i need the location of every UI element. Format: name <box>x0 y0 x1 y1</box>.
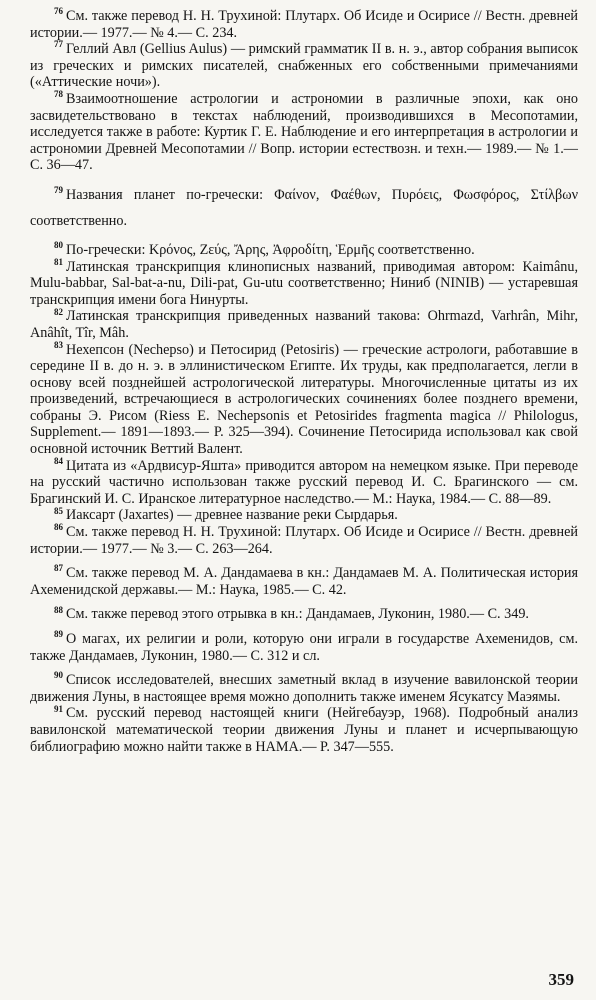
endnotes <box>30 8 578 755</box>
note-text: По-гречески: Κρόνος, Ζεύς, Ἄρης, Ἀφροδίτη, Ἑρμῆς соответственно. <box>66 241 475 258</box>
note-text: Названия планет по-гречески: Φαίνον, Φαέθων, Πυρόεις, Φωσφόρος, Στίλβων соответственно. <box>30 186 578 229</box>
note-number: 80 <box>54 240 63 251</box>
note-78 <box>30 91 578 174</box>
note-85 <box>30 507 578 524</box>
note-80 <box>30 242 578 259</box>
note-text: Иаксарт (Jaxartes) — древнее название реки Сырдарья. <box>66 507 398 524</box>
page-number: 359 <box>548 970 574 989</box>
note-text: Список исследователей, внесших заметный вклад в изучение вавилонской теории движения Луны, в настоящее время можно дополнить также именем Ясукатсу Маэямы. <box>30 672 578 705</box>
note-number: 91 <box>54 703 63 714</box>
note-83 <box>30 339 578 458</box>
note-text: Взаимоотношение астрологии и астрономии в различные эпохи, как оно засвидетельствовано в текстах наблюдений, производившихся в Месопотамии, исследуется также в работе: Куртик Г. Е. Наблюдение и его интерпретация в астрологии и астрономии Древней Месопотамии // Вопр. истории естествозн. и техн.— 1989.— № 1.— С. 36—47. <box>30 90 578 174</box>
note-number: 89 <box>54 629 63 640</box>
note-84 <box>30 455 578 508</box>
note-76 <box>30 8 578 41</box>
note-text: См. также перевод М. А. Дандамаева в кн.: Дандамаев М. А. Политическая история Ахеменидской державы.— М.: Наука, 1985.— С. 42. <box>30 565 578 598</box>
note-number: 76 <box>54 6 63 17</box>
note-number: 83 <box>54 339 63 350</box>
note-number: 86 <box>54 522 63 533</box>
note-number: 81 <box>54 256 63 267</box>
note-number: 85 <box>54 505 63 516</box>
note-text: Латинская транскрипция клинописных названий, приводимая автором: Kaimânu, Mulu-babbar, Sal-bat-a-nu, Dili-pat, Gu-utu соответственно; Ниниб (NINIB) — устаревшая транскрипция имени бога Нинурты. <box>30 258 578 308</box>
note-79 <box>30 182 578 234</box>
note-number: 77 <box>54 39 63 50</box>
note-text: См. также перевод Н. Н. Трухиной: Плутарх. Об Исиде и Осирисе // Вестн. древней истории.— 1977.— № 3.— С. 263—264. <box>30 524 578 557</box>
note-text: О магах, их религии и роли, которую они играли в государстве Ахеменидов, см. также Дандамаев, Луконин, 1980.— С. 312 и сл. <box>30 631 578 664</box>
note-90 <box>30 672 578 705</box>
note-91 <box>30 705 578 755</box>
note-text: Цитата из «Ардвисур-Яшта» приводится автором на немецком языке. При переводе на русский частично использован также русский перевод И. С. Брагинского — см. Брагинский И. С. Иранское литературное наследство.— М.: Наука, 1984.— С. 88—89. <box>30 457 578 507</box>
note-number: 87 <box>54 563 63 574</box>
note-89 <box>30 631 578 664</box>
note-number: 84 <box>54 455 63 466</box>
note-88 <box>30 606 578 623</box>
note-number: 78 <box>54 89 63 100</box>
note-number: 90 <box>54 670 63 681</box>
note-text: См. русский перевод настоящей книги (Нейгебауэр, 1968). Подробный анализ вавилонской математической теории движения Луны и планет и исчерпывающую библиографию можно найти также в НАМА.— P. 347—555. <box>30 705 578 755</box>
note-text: См. также перевод Н. Н. Трухиной: Плутарх. Об Исиде и Осирисе // Вестн. древней истории.— 1977.— № 4.— С. 234. <box>30 8 578 41</box>
note-82 <box>30 308 578 341</box>
note-text: Геллий Авл (Gellius Aulus) — римский грамматик II в. н. э., автор собрания выписок из греческих и римских писателей, снабженных его собственными примечаниями («Аттические ночи»). <box>30 41 578 91</box>
note-text: Нехепсон (Nechepso) и Петосирид (Petosiris) — греческие астрологи, работавшие в середине II в. до н. э. в эллинистическом Египте. Их труды, как предполагается, легли в основу всей позднейшей астрологической литературы. Многочисленные цитаты из их произведений, встречающиеся в астрологических сочинениях более позднего времени, собраны Э. Рисом (Riess E. Nechepsonis et Petosirides fragmenta magica // Philologus, Supplement.— 1891—1893.— P. 325—394). Сочинение Петосирида использовал как свой основной источник Веттий Валент. <box>30 341 578 458</box>
note-number: 88 <box>54 604 63 615</box>
note-text: См. также перевод этого отрывка в кн.: Дандамаев, Луконин, 1980.— С. 349. <box>66 606 529 623</box>
note-number: 79 <box>54 185 63 196</box>
note-86 <box>30 524 578 557</box>
note-77 <box>30 41 578 91</box>
note-number: 82 <box>54 306 63 317</box>
note-87 <box>30 565 578 598</box>
note-81 <box>30 256 578 309</box>
note-text: Латинская транскрипция приведенных названий такова: Ohrmazd, Varhrân, Mihr, Anâhît, Tîr, Mâh. <box>30 308 578 341</box>
